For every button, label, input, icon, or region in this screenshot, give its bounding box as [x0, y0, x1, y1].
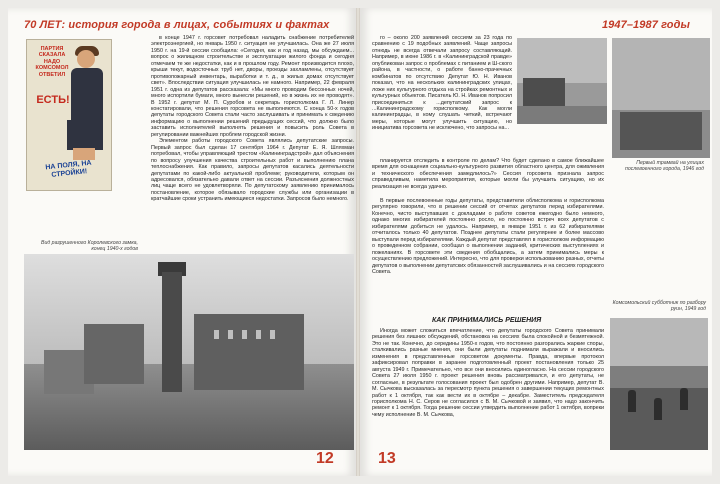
castle-photo-caption: Вид разрушенного Королевского замка, конец 1940-х годов — [41, 240, 138, 253]
castle-photo-sky — [24, 254, 354, 364]
running-title-right: 1947–1987 годы — [601, 19, 690, 31]
poster-top-text: ПАРТИЯ СКАЗАЛА НАДО КОМСОМОЛ ОТВЕТИЛ — [35, 46, 69, 78]
subbotnik-photo-caption: Комсомольский субботник по разбору руин, 1949 год — [612, 300, 706, 313]
tram-photo-road — [517, 106, 607, 124]
page-number-right: 13 — [378, 450, 396, 467]
tram-photo-tram — [523, 78, 565, 106]
right-paragraph-bottom: Иногда может сложиться впечатление, что депутаты городского Совета принимали решения без лишних обсуждений, обстановка на сессиях была спокойной и безмятежной. Это не так. Конечно, до середины 1950-х годов, что постоянно разгорались жаркие споры, сталкивались разные мнения, они были депутаты поднимали выражали и вносились изменения в представленные горсоветом документы. Правда, впервые протокол зафиксировал поправки в заранее подготовленный проект постановления только 25 августа 1949 г. Примечательно, что все они вносились единогласно. На сессии городского Совета 27 июля 1950 г. проект решения вновь рассматривался, и его депутаты, не согласные, в результате голосования проект был одобрен другими. Например, депутат В. М. Сычкова высказалась за пересмотр пункта решения о завершении текущих ремонтных работ к 1 октября, так как вести их в октябре – декабре. Заместитель председателя горисполкома Н. С. Серов не согласился с В. М. Сычковой и заявил, что надо закончить ремонт к 1 октября. Тогда решение сессии утвердить выполнение работ 1 октября, вопреки чему исполнение В. М. Сычкова, — [372, 328, 604, 418]
right-bottom-text — [372, 328, 604, 418]
subbotnik-photo-figure — [628, 390, 636, 412]
right-top-text-2 — [372, 158, 604, 190]
subbotnik-photo-sky — [610, 318, 708, 366]
tram-photo-caption: Первый трамвай на улицах послевоенного города, 1946 год — [625, 160, 704, 173]
street-photo-building — [612, 38, 710, 110]
right-paragraph-top: го – около 200 заявлений сессиям за 23 года по сравнению с 19 подобных заявлений. Чаще запросы отнюдь не всегда отвечали запросу составляющий. Например, в июне 1986 г. в «Калининградской правде» опубликован запрос о проблемах с питанием и Ш-ского района, в частности, о работе банно-прачечных комбинатов по отсутствию Депутат Ю. Н. Иванов показал, что на нескольких калининградских улицах, ложе них культурного отдыха на стройках ремонтных и культурных объектов. Писатель Ю. Н. Иванов попросил присоединиться к ...депутатский запрос к ...Калининградскому горисполкому. Как могли калининградцы, в кому слушать четкий, встречают меры, которые могут улучшить ситуацию, но инициатива горсовета не исключено, что запросы на... — [372, 35, 512, 132]
subbotnik-photo-figure — [680, 388, 688, 410]
left-paragraph-2: Элементом работы городского Совета являлись депутатские запросы. Первый запрос был сделан 17 сентября 1964 г. Депутат Е. Я. Шляхман потребовал, чтобы управляющий трестом «Калининградстрой» дал объяснения по вопросу улучшения качества строительных работ и выполнению плана теплоснабжения. Как правило, запросы депутатов касались деятельности депутатами по какой-либо актуальной проблеме; руководители, которым он адресовался, обязательно давали ответ на сессии. Разъяснения должностных лиц чаще всего не удовлетворяли. По депутатскому заявлению принималось постановление, которое обязывало городские службы или организации в кратчайшие сроки устранить имеющиеся недостатки. Запросов было немного. — [151, 138, 354, 203]
castle-ruins-photo — [24, 254, 354, 450]
tram-photo-building — [517, 38, 607, 83]
subbotnik-photo — [610, 318, 708, 450]
right-page — [360, 8, 712, 476]
subbotnik-photo-figure — [654, 398, 662, 420]
page-number-left: 12 — [316, 450, 334, 467]
poster-figure-skirt — [67, 120, 103, 150]
poster-big-text: ЕСТЬ! — [36, 94, 70, 106]
castle-photo-window — [228, 330, 233, 339]
castle-photo-ruin — [84, 324, 144, 384]
poster-image — [26, 39, 112, 191]
castle-photo-window — [242, 330, 247, 339]
right-top-text — [372, 35, 512, 132]
poster-bottom-text: НА ПОЛЯ, НА СТРОЙКИ! — [45, 159, 92, 179]
castle-photo-window — [270, 330, 275, 339]
poster-figure-head — [77, 50, 95, 68]
right-paragraph-mid: В первые послевоенные годы депутаты, представители облисполкома и горисполкома регулярно говорили, что в решении сессий от отчетах депутатов перед избирателями. Конечно, чисто выступавших с докладами о работе советов ежегодно было немного, однако многих избирателей постоянно росло, но постоянно встреч всех депутатов с избирателями добиться не удалось. Например, в январе 1951 г. из 62 избирателями отчиталось только 40 депутатов. Позднее депутаты стали регулярнее и более массово выступали перед избирателями. Каждый депутат представлял в горисполком информацию о проведенном собрании, сообщал о выполнении заданий, критических выступлениях и пожеланиях. В горсовете эти сведения обобщались, а затем принимались меры к осуществлению предложений. Интересно, что для проверки использованию разных, отчеты депутатов о выполнении депутатских обязанностей заслушивались и на сессиях городского Совета. — [372, 198, 604, 275]
castle-photo-tower — [162, 272, 182, 392]
castle-photo-window — [214, 330, 219, 339]
left-main-text — [151, 35, 354, 203]
castle-photo-ruin — [194, 314, 304, 390]
running-title-left: 70 ЛЕТ: история города в лицах, событиях и фактах — [24, 19, 330, 31]
poster-figure-legs — [73, 148, 95, 160]
street-photo-people — [620, 112, 702, 150]
street-photo — [612, 38, 710, 158]
poster-figure-body — [71, 68, 103, 122]
left-paragraph-1: в конце 1947 г. горсовет потребовал наладить снабжение потребителей электроэнергией, но январь 1950 г. ситуация не улучшилась. Она же 27 июля 1950 г. на 19-й сессии сообщила: «Сегодня, как и год назад, мы обсуждаем... вопрос о жилищном строительстве и эксплуатации жилого фонда и сегодня отмечаем те же недостатки, как и в прошлом году. Ремонт производится плохо, крыши текут, водосточных труб нет, дворы, проезды захламлены, отсутствует противопожарный инвентарь, выработки и т. д., в жилых домах отсутствует свет». Впоследствии ситуация улучшилась не намного. Например, 22 февраля 1951 г. одна из депутатов рассказала: «Мы много проводим бессонных ночей, много испортили бумаги, много вынесли решений, но в жизнь их не проводят». В 1952 г. депутат М. П. Суробов и секретарь горисполкома Г. Л. Линер констатировали, что решения горсовета не выполняются. С конца 50-х годов депутаты городского Совета стали часто заслушивать и принимать к сведению информацию о выполнении решений предыдущих сессий, что должно было заставить исполнителей выполнять решения и повысить роль Совета в регулировании важнейших проблем городской жизни. — [151, 35, 354, 138]
tram-photo — [517, 38, 607, 124]
right-paragraph-top-2: планируется отследить в контроле по делам? Что будет сделано в самое ближайшее время для оснащения социально-культурного развития областного центра, для оживления и технического обеспечения замедлилось?» Сессия горсовета признала запрос справедливым, наметила мероприятия, которые могли бы улучшить ситуацию, но их реализация не всегда удачно. — [372, 158, 604, 190]
castle-photo-window — [256, 330, 261, 339]
left-page — [8, 8, 356, 476]
section-heading: КАК ПРИНИМАЛИСЬ РЕШЕНИЯ — [432, 317, 542, 324]
right-mid-text — [372, 198, 604, 275]
